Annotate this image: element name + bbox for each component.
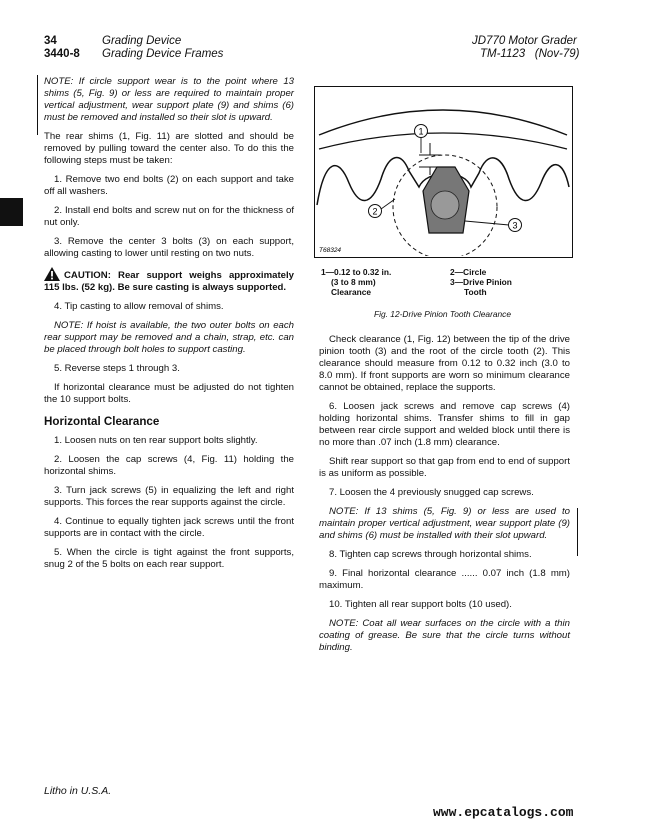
note-rule-right <box>577 508 578 556</box>
legend-item-2-3: 2—Circle 3—Drive Pinion Tooth <box>450 267 512 297</box>
figure-caption: Fig. 12-Drive Pinion Tooth Clearance <box>374 309 512 319</box>
horizontal-step-3: 3. Turn jack screws (5) in equalizing the left and right supports. This forces the rear supports against the circle. <box>44 485 294 508</box>
website-link[interactable]: www.epcatalogs.com <box>433 805 574 820</box>
pinion-circle-illustration <box>315 87 571 256</box>
step-4: 4. Tip casting to allow removal of shims. <box>54 301 224 312</box>
horizontal-step-4: 4. Continue to equally tighten jack screws until the front supports are in contact with the circle. <box>44 516 294 539</box>
legend-item-1: 1—0.12 to 0.32 in. (3 to 8 mm) Clearance <box>321 267 392 297</box>
horizontal-step-2: 2. Loosen the cap screws (4, Fig. 11) holding the horizontal shims. <box>44 454 294 477</box>
litho-footer: Litho in U.S.A. <box>44 785 112 797</box>
step-5: 5. Reverse steps 1 through 3. <box>54 363 180 374</box>
caution-block <box>44 267 294 294</box>
step-7: 7. Loosen the 4 previously snugged cap screws. <box>329 487 534 498</box>
step-10: 10. Tighten all rear support bolts (10 used). <box>329 599 512 610</box>
step-1: 1. Remove two end bolts (2) on each support and take off all washers. <box>44 174 294 197</box>
left-column <box>44 76 294 578</box>
warning-icon <box>44 267 60 281</box>
note-hoist: NOTE: If hoist is available, the two outer bolts on each rear support may be removed and a chain, strap, etc. can be placed through bolt holes to support casting. <box>44 320 294 355</box>
subsection-title: Grading Device Frames <box>102 48 224 60</box>
figure-drive-pinion-clearance <box>314 86 573 258</box>
section-code: 3440-8 <box>44 48 80 60</box>
model-name: JD770 Motor Grader <box>472 35 577 47</box>
heading-horizontal-clearance: Horizontal Clearance <box>44 415 160 428</box>
right-column <box>319 334 570 661</box>
horizontal-step-5: 5. When the circle is tight against the front supports, snug 2 of the 5 bolts on each rear support. <box>44 547 294 570</box>
paragraph-rear-shims: The rear shims (1, Fig. 11) are slotted and should be removed by pulling toward the center also. To do this the following steps must be taken: <box>44 131 294 166</box>
paragraph-check-clearance: Check clearance (1, Fig. 12) between the tip of the drive pinion tooth (3) and the root of the circle tooth (2). This clearance should measure from 0.12 to 0.32 inch (3.0 to 8.0 mm). If front supports are worn so minimum clearance cannot be obtained, replace the supports. <box>319 334 570 393</box>
paragraph-shift-rear-support: Shift rear support so that gap from end to end of support is as uniform as possible. <box>319 456 570 479</box>
horizontal-step-1: 1. Loosen nuts on ten rear support bolts slightly. <box>54 435 258 446</box>
section-tab-marker <box>0 198 23 226</box>
tm-number: TM-1123 (Nov-79) <box>480 48 580 60</box>
callout-3-label: 3 <box>512 220 518 231</box>
callout-2-label: 2 <box>372 206 378 217</box>
callout-1-label: 1 <box>418 126 424 137</box>
step-6: 6. Loosen jack screws and remove cap screws (4) holding horizontal shims. Transfer shims to fill in gap between rear circle support and welded block until there is no more than .07 inch (1.8 mm) clearance. <box>319 401 570 448</box>
section-title: Grading Device <box>102 35 182 47</box>
note-rule-left <box>37 75 38 135</box>
step-9: 9. Final horizontal clearance ...... 0.07 inch (1.8 mm) maximum. <box>319 568 570 591</box>
step-3: 3. Remove the center 3 bolts (3) on each support, allowing casting to lower until resting on two nuts. <box>44 236 294 259</box>
step-8: 8. Tighten cap screws through horizontal shims. <box>329 549 532 560</box>
note-shims-installed: NOTE: If 13 shims (5, Fig. 9) or less are used to maintain proper vertical adjustment, wear support plate (9) and shims (6) must be installed with their slot upward. <box>319 506 570 541</box>
step-2: 2. Install end bolts and screw nut on for the thickness of nut only. <box>44 205 294 228</box>
figure-code: T68324 <box>319 247 342 254</box>
note-coat-grease: NOTE: Coat all wear surfaces on the circle with a thin coating of grease. Be sure that the circle turns without binding. <box>319 618 570 653</box>
caution-text: CAUTION: Rear support weighs approximately 115 lbs. (52 kg). Be sure casting is always supported. <box>44 270 294 293</box>
note-circle-support-wear: NOTE: If circle support wear is to the point where 13 shims (5, Fig. 9) or less are required to maintain proper vertical adjustment, wear support plate (9) and shims (6) must be removed and installed so their slot is upward. <box>44 76 294 123</box>
paragraph-horizontal-clearance-adjust: If horizontal clearance must be adjusted do not tighten the 10 support bolts. <box>44 382 294 405</box>
page-number: 34 <box>44 35 57 47</box>
